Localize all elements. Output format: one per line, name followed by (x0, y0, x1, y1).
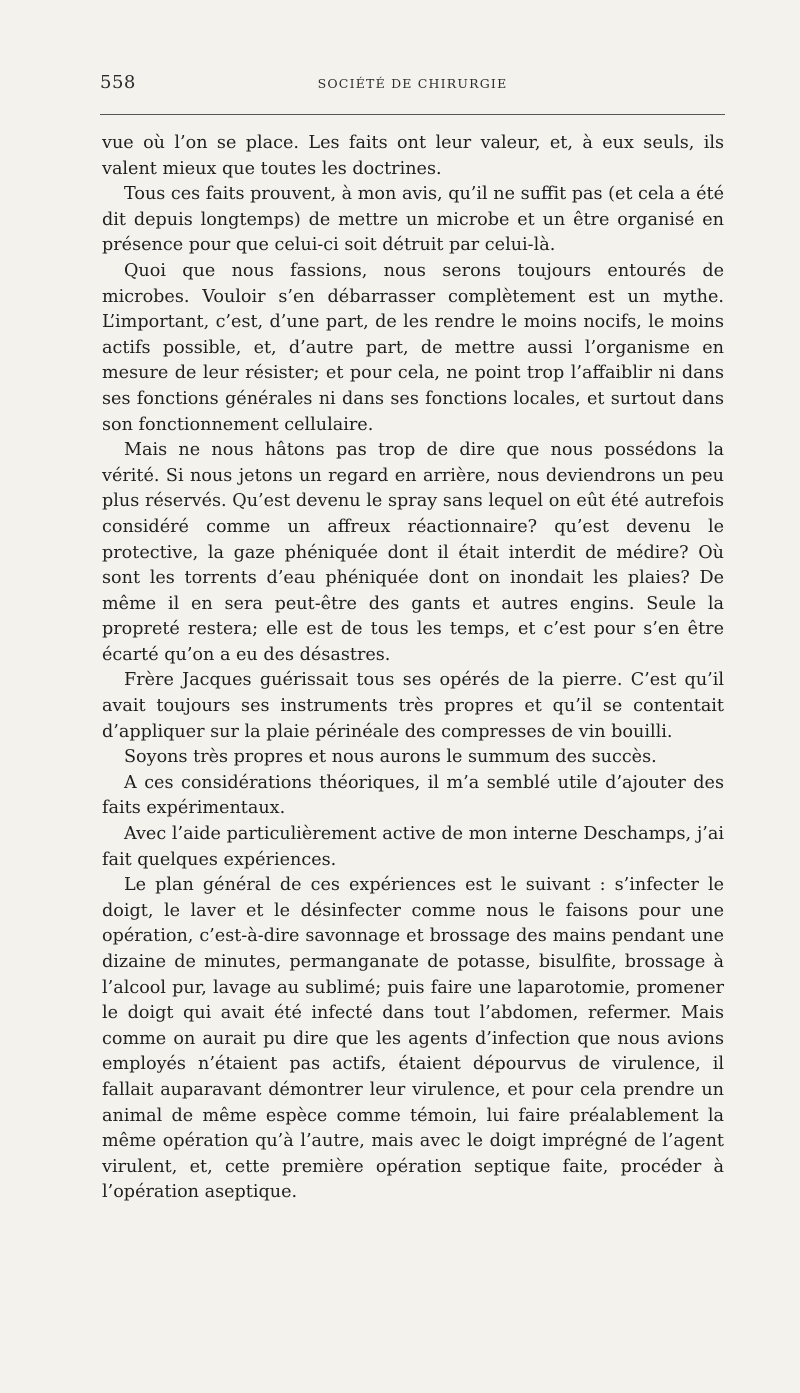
body-text (102, 131, 724, 1206)
page-number: 558 (100, 72, 136, 93)
header-rule (100, 114, 725, 115)
running-head: SOCIÉTÉ DE CHIRURGIE (317, 76, 508, 91)
page-header (100, 70, 725, 100)
paragraph: Frère Jacques guérissait tous ses opérés de la pierre. C’est qu’il avait toujours ses instruments très propres et qu’il se contentait d’appliquer sur la plaie périnéale des compresses de vin bouilli. (102, 670, 724, 742)
paragraph: Soyons très propres et nous aurons le summum des succès. (124, 747, 657, 768)
paragraph: Avec l’aide particulièrement active de mon interne Deschamps, j’ai fait quelques expériences. (102, 824, 724, 870)
paragraph: A ces considérations théoriques, il m’a semblé utile d’ajouter des faits expérimentaux. (102, 772, 724, 819)
paragraph: Le plan général de ces expériences est le suivant : s’infecter le doigt, le laver et le désinfecter comme nous le faisons pour une opération, c’est-à-dire savonnage et brossage des mains pendant une dizaine de minutes, permanganate de potasse, bisulfite, brossage à l’alcool pur, lavage au sublimé; puis faire une laparotomie, promener le doigt qui avait été infecté dans tout l’abdomen, refermer. Mais comme on aurait pu dire que les agents d’infection que nous avions employés n’étaient pas actifs, étaient dépourvus de virulence, il fallait auparavant démontrer leur virulence, et pour cela prendre un animal de même espèce comme témoin, lui faire préalablement la même opération qu’à l’autre, mais avec le doigt imprégné de l’agent virulent, et, cette première opération septique faite, procéder à l’opération aseptique. (102, 875, 724, 1203)
paragraph: vue où l’on se place. Les faits ont leur valeur, et, à eux seuls, ils valent mieux que toutes les doctrines. (102, 133, 724, 179)
paragraph: Quoi que nous fassions, nous serons toujours entourés de microbes. Vouloir s’en débarrasser complètement est un mythe. L’important, c’est, d’une part, de les rendre le moins nocifs, le moins actifs possible, et, d’autre part, de mettre aussi l’organisme en mesure de leur résister; et pour cela, ne point trop l’affaiblir ni dans ses fonctions générales ni dans ses fonctions locales, et surtout dans son fonctionnement cellulaire. (102, 260, 724, 435)
paragraph: Mais ne nous hâtons pas trop de dire que nous possédons la vérité. Si nous jetons un regard en arrière, nous deviendrons un peu plus réservés. Qu’est devenu le spray sans lequel on eût été autrefois considéré comme un affreux réactionnaire? qu’est devenu le protective, la gaze phéniquée dont il était interdit de médire? Où sont les torrents d’eau phéniquée dont on inondait les plaies? De même il en sera peut-être des gants et autres engins. Seule la propreté restera; elle est de tous les temps, et c’est pour s’en être écarté qu’on a eu des désastres. (102, 440, 724, 665)
paragraph: Tous ces faits prouvent, à mon avis, qu’il ne suffit pas (et cela a été dit depuis longtemps) de mettre un microbe et un être organisé en présence pour que celui-ci soit détruit par celui-là. (102, 184, 724, 256)
